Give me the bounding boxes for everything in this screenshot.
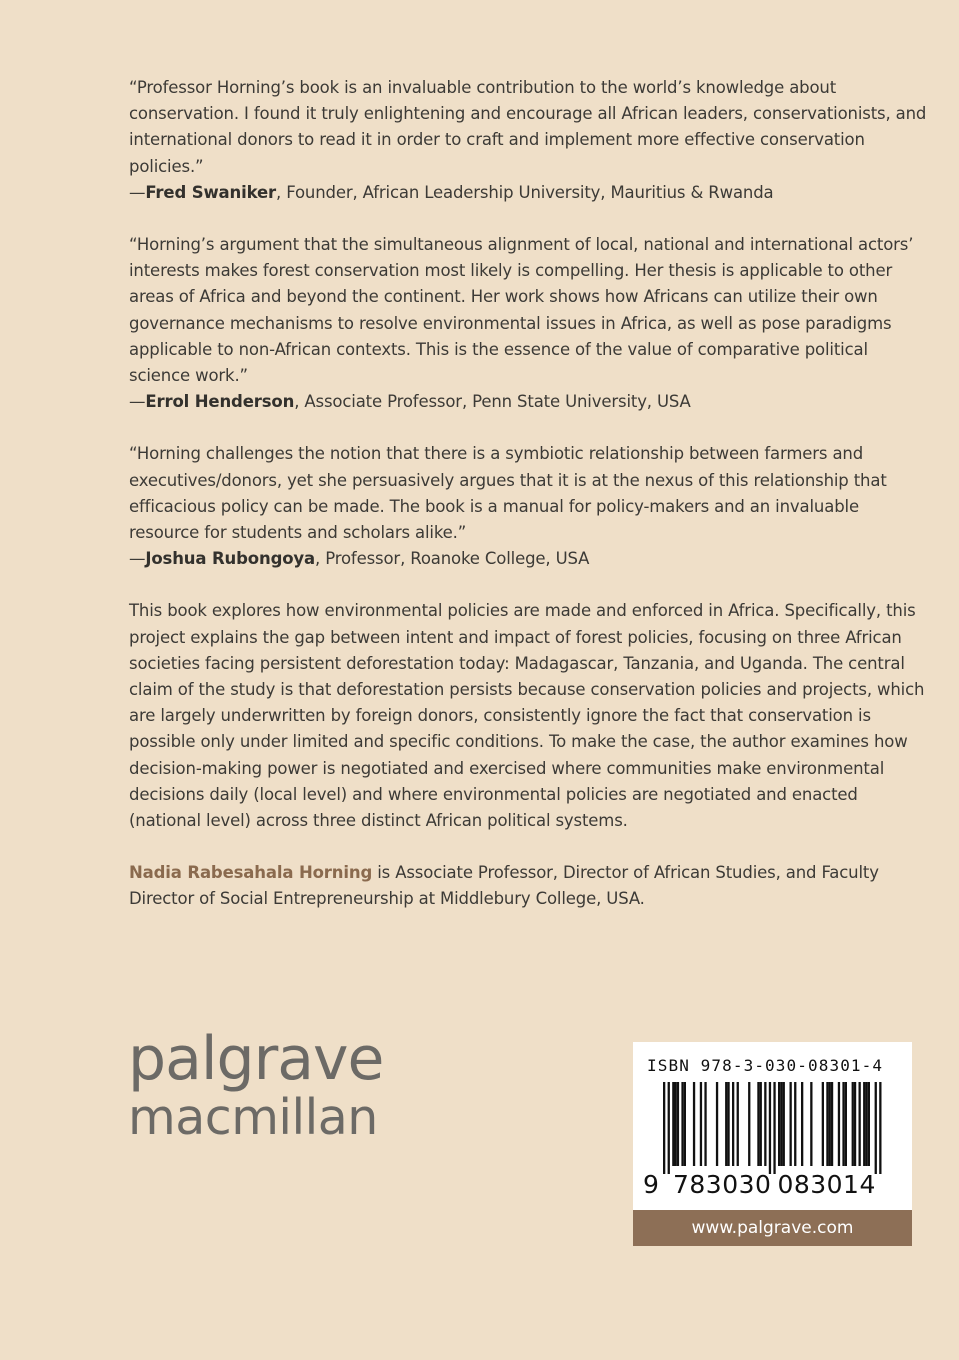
barcode-bar	[769, 1082, 771, 1174]
barcode-bar	[783, 1082, 785, 1166]
barcode-bar	[732, 1082, 734, 1166]
endorsement-attribution: —Fred Swaniker, Founder, African Leadership University, Mauritius & Rwanda	[129, 182, 774, 202]
barcode-bar	[822, 1082, 824, 1166]
publisher-logo	[128, 1024, 384, 1146]
barcode-bar	[842, 1082, 844, 1166]
barcode-bar	[773, 1082, 775, 1174]
barcode-bar	[826, 1082, 828, 1166]
barcode-bar	[700, 1082, 702, 1166]
barcode-bar	[838, 1082, 840, 1166]
barcode-bar	[868, 1082, 870, 1166]
barcode-bar	[668, 1082, 670, 1174]
barcode-bar	[829, 1082, 831, 1166]
barcode-bar	[675, 1082, 677, 1166]
barcode-bar	[790, 1082, 792, 1166]
barcode-bar	[757, 1082, 759, 1166]
publisher-url[interactable]: www.palgrave.com	[691, 1218, 854, 1238]
barcode-bar	[780, 1082, 782, 1166]
barcode-bar	[748, 1082, 750, 1166]
publisher-url-bar	[633, 1210, 912, 1246]
barcode-bar	[810, 1082, 812, 1166]
barcode-bar	[859, 1082, 861, 1166]
barcode-bar	[716, 1082, 718, 1166]
barcode-bar	[681, 1082, 683, 1166]
barcode-bar	[704, 1082, 706, 1166]
barcode-bar	[727, 1082, 729, 1166]
isbn-label: ISBN 978-3-030-08301-4	[647, 1056, 884, 1075]
barcode-bar	[725, 1082, 727, 1166]
barcode-bar	[845, 1082, 847, 1166]
book-description: This book explores how environmental policies are made and enforced in Africa. Specifically, this project explains the gap between intent and impact of forest policies, focusing on three African societies facing persistent deforestation today: Madagascar, Tanzania, and Uganda. The central claim of the study is that deforestation persists because conservation policies and projects, which are largely underwritten by foreign donors, consistently ignore the fact that conservation is possible only under limited and specific conditions. To make the case, the author examines how decision-making power is negotiated and exercised where communities make environmental decisions daily (local level) and where environmental policies are negotiated and enacted (national level) across three distinct African political systems.	[129, 601, 925, 831]
barcode-bar	[663, 1082, 665, 1174]
barcode-bar	[863, 1082, 865, 1166]
barcode-bar	[778, 1082, 780, 1166]
author-name: Nadia Rabesahala Horning	[129, 863, 373, 883]
barcode-bar	[865, 1082, 867, 1166]
endorsement-attribution: —Errol Henderson, Associate Professor, Penn State University, USA	[129, 392, 691, 412]
logo-line-palgrave: palgrave	[128, 1024, 384, 1094]
logo-line-macmillan: macmillan	[128, 1089, 378, 1146]
isbn-barcode-box	[633, 1042, 912, 1210]
back-cover-text	[129, 75, 929, 939]
endorser-name: Errol Henderson	[145, 392, 295, 412]
barcode-bar	[852, 1082, 854, 1166]
barcode-bar	[760, 1082, 762, 1166]
isbn-digits: 9 783030 083014	[643, 1170, 876, 1199]
endorsement-2	[129, 232, 929, 415]
barcode-bar	[801, 1082, 803, 1166]
endorsement-quote: “Horning challenges the notion that there is a symbiotic relationship between farmers and executives/donors, yet she persuasively argues that it is at the nexus of this relationship that efficacious policy can be made. The book is a manual for policy-makers and an invaluable resource for students and scholars alike.”	[129, 444, 887, 543]
barcode-bar	[794, 1082, 796, 1166]
barcode-bar	[672, 1082, 674, 1166]
barcode-bar	[879, 1082, 881, 1174]
endorser-name: Fred Swaniker	[145, 182, 277, 202]
endorser-name: Joshua Rubongoya	[145, 549, 316, 569]
barcode-bar	[875, 1082, 877, 1174]
endorsement-1	[129, 75, 929, 206]
endorsement-quote: “Horning’s argument that the simultaneous alignment of local, national and international actors’ interests makes forest conservation most likely is compelling. Her thesis is applicable to other areas of Africa and beyond the continent. Her work shows how Africans can utilize their own governance mechanisms to resolve environmental issues in Africa, as well as pose paradigms applicable to non-African contexts. This is the essence of the value of comparative political science work.”	[129, 235, 914, 386]
endorsement-quote: “Professor Horning’s book is an invaluable contribution to the world’s knowledge about conservation. I found it truly enlightening and encourage all African leaders, conservationists, and international donors to read it in order to craft and implement more effective conservation policies.”	[129, 78, 927, 176]
barcode-bar	[854, 1082, 856, 1166]
barcode-bar	[684, 1082, 686, 1166]
endorsement-3	[129, 441, 929, 572]
endorsement-attribution: —Joshua Rubongoya, Professor, Roanoke College, USA	[129, 549, 590, 569]
author-bio: Nadia Rabesahala Horning is Associate Professor, Director of African Studies, and Faculty Director of Social Entrepreneurship at Middlebury College, USA.	[129, 863, 879, 909]
barcode-bar	[831, 1082, 833, 1166]
barcode	[663, 1082, 883, 1174]
barcode-bar	[677, 1082, 679, 1166]
barcode-bar	[737, 1082, 739, 1166]
barcode-bar	[693, 1082, 695, 1166]
barcode-bar	[764, 1082, 766, 1166]
